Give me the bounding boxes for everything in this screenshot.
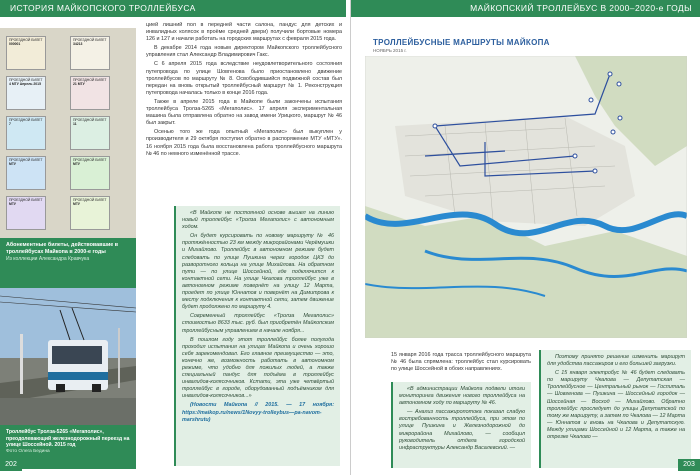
page-number: 202 <box>0 459 22 471</box>
page-number: 203 <box>678 459 700 471</box>
ticket: ПРОЕЗДНОЙ БИЛЕТ 4 МТУ Апрель 2015 <box>6 76 46 110</box>
paragraph: С 6 апреля 2015 года вследствие неудовлетворительного состояния путепровода по улице Шовгенова было приостановлено движение троллейбусов по маршруту № 8. Освободившийся подвижной состав был передан на вновь открытый троллейбусный маршрут № 1. Реконструкция путепровода началась только в конце 2016 года. <box>146 61 342 96</box>
quote-paragraph: Он будет курсировать по новому маршруту № 46 протяжённостью 23 км между микрорайонами Черёмушки и Михайлово. Троллейбус в автономном режиме будет следовать по улице Пушкина через городок ЦКЗ до разворотного кольца на улице Михайлова. На обратном пути — по улице Шоссейной, где подключится к контактной сети. На улице Чкалова троллейбус уже в автономном режиме повернёт на улицу 12 Марта, проедет по улице Юннатов и повернёт на Димитрова к месту подключения к контактной сети, затем движение будет продолжено по маршруту 4. <box>182 233 334 311</box>
right-page-header: МАЙКОПСКИЙ ТРОЛЛЕЙБУС В 2000–2020-е ГОДЫ <box>351 0 700 17</box>
paragraph: В декабре 2014 года новым директором Майкопского троллейбусного управления стал Александр Владимирович Гакс. <box>146 45 342 59</box>
map-title: ТРОЛЛЕЙБУСНЫЕ МАРШРУТЫ МАЙКОПА <box>373 38 550 47</box>
quote-paragraph: «В Майкопе не постоянной основе вышел на линию новый троллейбус «Тролза Мегаполис» с автономным ходом. <box>182 210 334 231</box>
article-column <box>146 22 342 158</box>
quote-source: (Новости Майкопа // 2015. — 17 ноября: https://maikop.ru/news/1Novyy-trolleybus—pa-navom-marshrutu) <box>182 402 334 423</box>
trolleybus-caption: Троллейбус Тролза-5265 «Мегаполис», преодолевающий железнодорожный переезд на улице Шоссейной. 2015 год Фото Олега Бедина <box>0 425 136 469</box>
trolleybus-photo <box>0 288 136 425</box>
tickets-photo <box>0 28 136 238</box>
paragraph: Осенью того же года опытный «Мегаполис» был выкуплен у производителя и 29 октября поступил обратно в распоряжение МТУ «МТУ». 16 ноября 2015 года была восстановлена работа троллейбусного маршрута № 46 по немного изменённой трассе. <box>146 129 342 157</box>
quote-paragraph: — Анализ пассажиропотока показал слабую востребованность троллейбуса, при этом по улице Пушкина и Железнодорожной до микрорайона Михайлово, — сообщил руководитель отдела городской инфраструктуры Александр Васалевский. — <box>399 409 525 451</box>
ticket: ПРОЕЗДНОЙ БИЛЕТ 000001 <box>6 36 46 70</box>
left-page-header: ИСТОРИЯ МАЙКОПСКОГО ТРОЛЛЕЙБУСА <box>0 0 346 17</box>
ticket: ПРОЕЗДНОЙ БИЛЕТ 21 МТУ <box>70 76 110 110</box>
ticket: ПРОЕЗДНОЙ БИЛЕТ МТУ <box>70 196 110 230</box>
quote-paragraph: «В администрации Майкопа подвели итоги мониторинга движения нового троллейбуса на автономном ходу по маршруту № 46. <box>399 386 525 407</box>
right-page <box>350 0 700 475</box>
quote-paragraph: Современный троллейбус «Тролза Мегаполис» стоимостью 8633 тыс. руб. был приобретён Майкопским троллейбусным управлением в начале ноября... <box>182 313 334 334</box>
tickets-caption: Абонементные билеты, действовавшие в троллейбусах Майкопа в 2000-е годы Из коллекции Александра Кравчука <box>0 238 136 288</box>
ticket: ПРОЕЗДНОЙ БИЛЕТ МТУ <box>6 196 46 230</box>
quote-paragraph: С 15 января электробус № 46 будет следовать по маршруту Чкалова — Депутатская — Троллейбусное — Центральный рынок — Госпиталь — Шовгенова — Пушкина — Шоссейный городок — Шоссейная — Восход — Михайлово. Обратно троллейбус проследует до улицы Депутатской по тому же маршруту, а затем по Чкалова — 12 Марта — Юннатов и вновь на Чкалова и Депутатскую. Между улицами Шоссейной и 12 Марта, а также на отрезке Чкалово — <box>547 370 685 441</box>
map-caption: 15 января 2016 года трасса троллейбусного маршрута № 46 была спрямлена: троллейбус стал курсировать по улице Шоссейной в обоих направлениях. <box>391 352 531 373</box>
news-quote-left <box>391 382 531 468</box>
ticket: ПРОЕЗДНОЙ БИЛЕТ 7 <box>6 116 46 150</box>
quote-paragraph: Поэтому принято решение изменить маршрут для удобства пассажиров и его большей загрузки. <box>547 354 685 368</box>
news-quote <box>174 206 340 466</box>
trolleybus-illustration <box>0 288 136 425</box>
quote-paragraph: В пошлом году этот троллейбус более полугода проходил испытания на улицах Майкопа и очень хорошо себя зарекомендовал. Его главное преимущество — это, конечно же, возможность работать в автономном режиме, что удобно для пожилых людей, а также специальный пандус для подъёма в троллейбус инвалидов-колясочников. Кстати, эта уже четвёртый троллейбус в городе, оборудованный подъёмником для инвалидов-колясочников...» <box>182 336 334 400</box>
trolleybus-routes-map <box>365 56 687 338</box>
ticket: ПРОЕЗДНОЙ БИЛЕТ 11 <box>70 116 110 150</box>
news-quote-right <box>539 350 691 468</box>
paragraph: цией лишний пол в передней части салона, пандус для детских и инвалидных колясок в проёме средней двери) получили бортовые номера 126 и 127 и начали работать на городских маршрутах с февраля 2015 года. <box>146 22 342 43</box>
paragraph: Также в апреле 2015 года в Майкопе были закончены испытания троллейбуса Тролза-5265 «Мегаполис». 17 апреля экспериментальная машина была отправлена обратно на завод имени Урицкого, маршрут № 46 был закрыт. <box>146 98 342 127</box>
ticket: ПРОЕЗДНОЙ БИЛЕТ МТУ <box>6 156 46 190</box>
map-subtitle: НОЯБРЬ 2015 г. <box>373 48 407 53</box>
ticket: ПРОЕЗДНОЙ БИЛЕТ 34213 <box>70 36 110 70</box>
ticket: ПРОЕЗДНОЙ БИЛЕТ МТУ <box>70 156 110 190</box>
